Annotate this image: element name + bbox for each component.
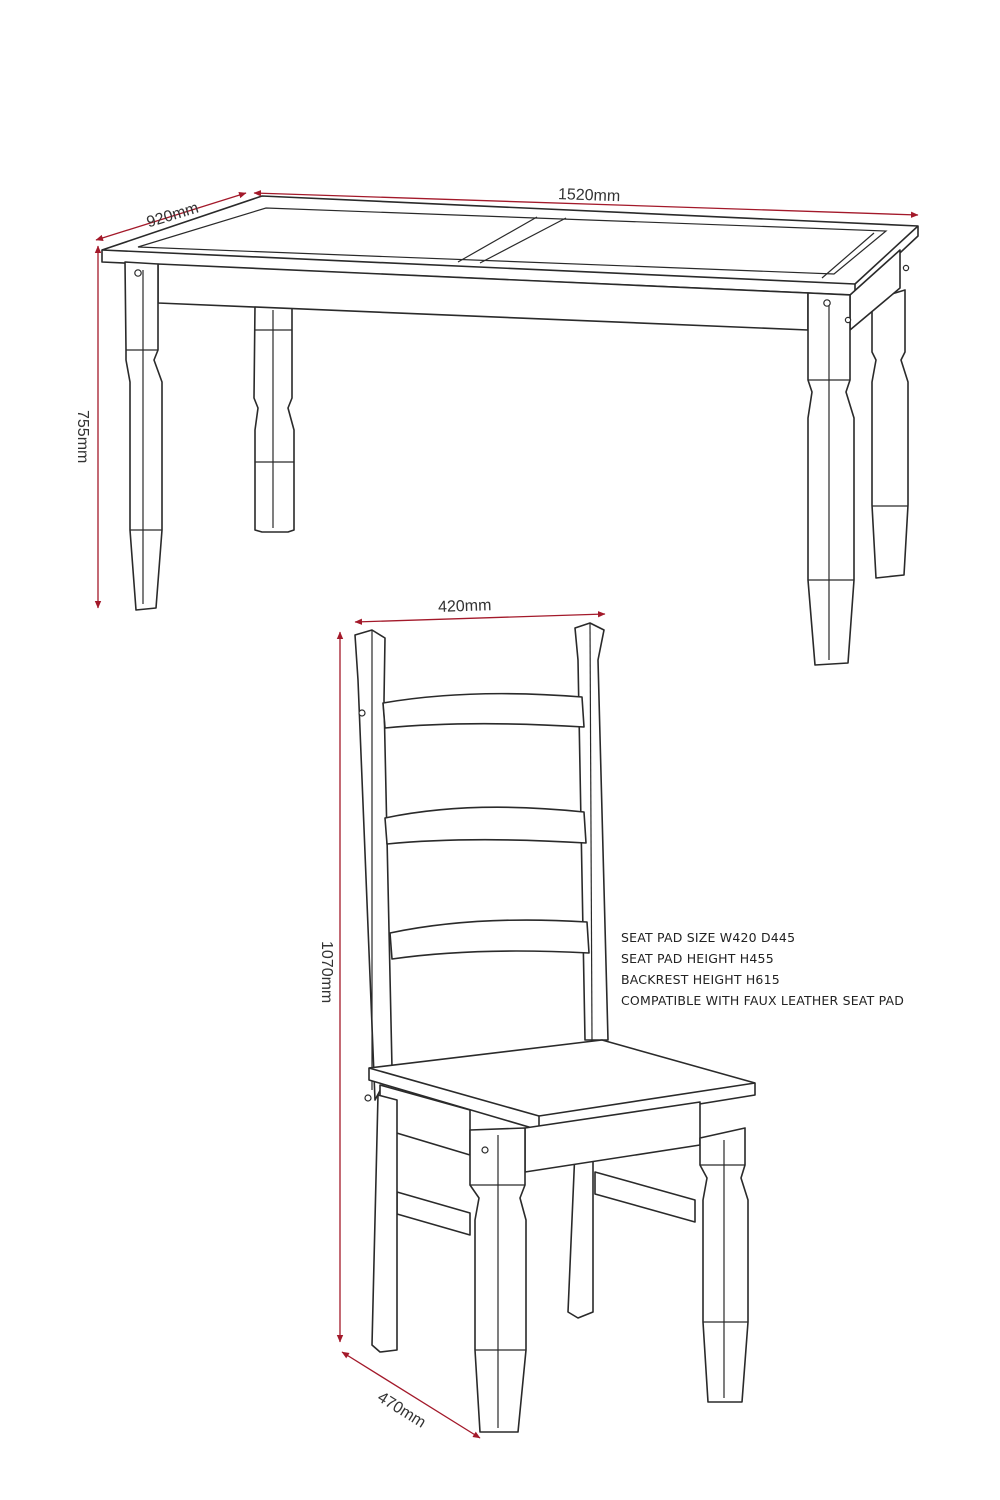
chair-spec-notes [621,930,904,1008]
spec-seat-pad-height: SEAT PAD HEIGHT H455 [621,951,774,966]
table-length-label: 1520mm [557,186,621,206]
dining-chair-drawing [355,623,755,1432]
chair-back-left-leg [372,1095,397,1352]
spec-compatibility: COMPATIBLE WITH FAUX LEATHER SEAT PAD [621,993,905,1008]
table-depth-label: 920mm [144,199,201,232]
dining-table-drawing [102,196,918,665]
chair-slat-top [383,694,584,728]
chair-depth-label: 470mm [374,1388,429,1432]
chair-left-stretcher [397,1192,470,1235]
table-height-label: 755mm [74,410,91,464]
spec-seat-pad-size: SEAT PAD SIZE W420 D445 [621,930,796,945]
chair-front-right-leg [700,1128,748,1402]
table-back-left-leg [254,305,294,532]
chair-back-right-leg [568,1150,593,1318]
chair-slat-middle [385,807,586,844]
table-front-left-leg [125,262,162,610]
chair-right-stretcher [595,1172,695,1222]
chair-height-label: 1070mm [318,941,335,1004]
table-back-right-leg [872,290,908,578]
chair-backrest-slats [383,694,589,959]
chair-front-left-leg [470,1128,526,1432]
chair-slat-bottom [390,920,589,959]
chair-back-left-post [355,630,392,1101]
chair-width-arrow [355,614,605,622]
chair-width-label: 420mm [437,597,492,616]
spec-backrest-height: BACKREST HEIGHT H615 [621,972,780,987]
